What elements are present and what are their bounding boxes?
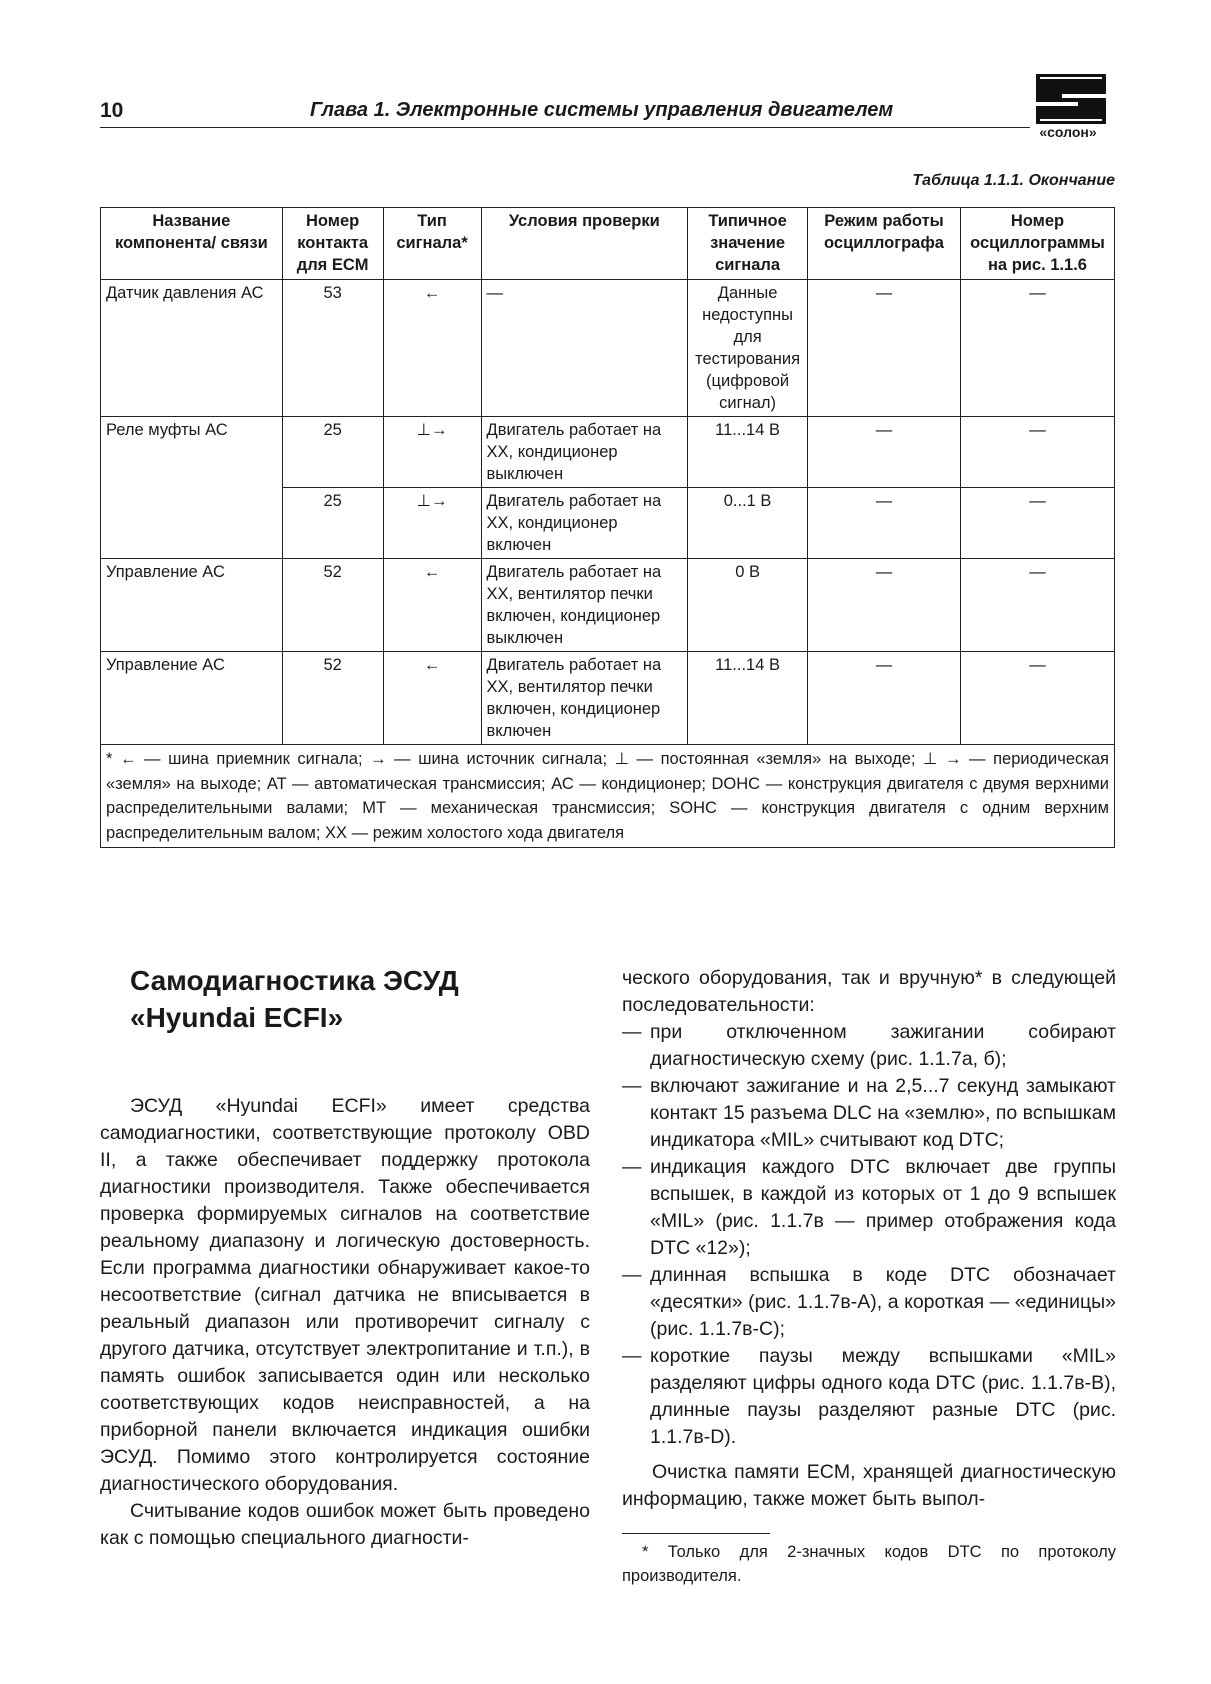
paragraph: Считывание кодов ошибок может быть проведено как с помощью специального диагности-	[100, 1500, 590, 1549]
cell-signal: ⊥→	[383, 417, 481, 488]
column-header: Номер контакта для ECM	[282, 208, 383, 280]
cell-condition: Двигатель работает на XX, кондиционер выключен	[481, 417, 688, 488]
page-header	[100, 95, 1030, 128]
section-title: Самодиагностика ЭСУД «Hyundai ECFI»	[130, 965, 459, 1033]
cell-pin: 25	[282, 488, 383, 559]
cell-figure: —	[960, 488, 1114, 559]
cell-pin: 25	[282, 417, 383, 488]
list-item: — включают зажигание и на 2,5...7 секунд замыкают контакт 15 разъема DLC на «землю», по вспышкам индикатора «MIL» считывают код DTC;	[622, 1073, 1116, 1154]
cell-figure: —	[960, 417, 1114, 488]
cell-component: Реле муфты АС	[101, 417, 283, 559]
list-item: — индикация каждого DTC включает две группы вспышек, в каждой из которых от 1 до 9 вспышек «MIL» (рис. 1.1.7в — пример отображения кода DTC «12»);	[622, 1154, 1116, 1262]
cell-figure: —	[960, 652, 1114, 745]
cell-pin: 53	[282, 280, 383, 417]
cell-signal: ←	[383, 280, 481, 417]
paragraph: ЭСУД «Hyundai ECFI» имеет средства самодиагностики, соответствующие протоколу OBD II, а также обеспечивает поддержку протокола диагностики производителя. Также обеспечивается проверка формируемых сигналов на соответствие реальному диапазону и логическую достоверность. Если программа диагностики обнаруживает какое-то несоответствие (сигнал датчика не вписывается в реальный диапазон или противоречит сигналу с другого датчика, отсутствует электропитание и т.п.), в память ошибок записывается один или несколько соответствующих кодов неисправностей, а на приборной панели включается индикация ошибки ЭСУД. Помимо этого контролируется состояние диагностического оборудования.	[100, 1095, 590, 1495]
cell-signal: ⊥→	[383, 488, 481, 559]
cell-value: Данные недоступны для тестирования (цифровой сигнал)	[688, 280, 808, 417]
cell-component: Управление АС	[101, 559, 283, 652]
table-header-row	[101, 208, 1115, 280]
paragraph: Очистка памяти ECM, хранящей диагностическую информацию, также может быть выпол-	[622, 1461, 1116, 1510]
list-item: — короткие паузы между вспышками «MIL» разделяют цифры одного кода DTC (рис. 1.1.7в-В), длинные паузы разделяют разные DTC (рис. 1.1.7в-D).	[622, 1343, 1116, 1451]
table-row	[101, 417, 1115, 488]
cell-mode: —	[808, 417, 961, 488]
cell-component: Датчик давления АС	[101, 280, 283, 417]
publisher-logo-text: «солон»	[1039, 124, 1097, 140]
cell-signal: ←	[383, 652, 481, 745]
right-column	[622, 965, 1116, 1588]
cell-figure: —	[960, 280, 1114, 417]
cell-pin: 52	[282, 652, 383, 745]
cell-condition: Двигатель работает на XX, вентилятор печки включен, кондиционер включен	[481, 652, 688, 745]
cell-mode: —	[808, 652, 961, 745]
cell-value: 0...1 В	[688, 488, 808, 559]
left-column	[100, 962, 590, 1552]
list-item: — длинная вспышка в коде DTC обозначает «десятки» (рис. 1.1.7в-А), а короткая — «единицы» (рис. 1.1.7в-С);	[622, 1262, 1116, 1343]
cell-signal: ←	[383, 559, 481, 652]
cell-figure: —	[960, 559, 1114, 652]
column-header: Типичное значение сигнала	[688, 208, 808, 280]
table-row	[101, 559, 1115, 652]
table-row	[101, 652, 1115, 745]
list-item: — при отключенном зажигании собирают диагностическую схему (рис. 1.1.7а, б);	[622, 1019, 1116, 1073]
table-caption: Таблица 1.1.1. Окончание	[912, 172, 1115, 189]
cell-condition: Двигатель работает на XX, кондиционер включен	[481, 488, 688, 559]
table-row	[101, 280, 1115, 417]
data-table	[100, 207, 1115, 848]
cell-value: 0 В	[688, 559, 808, 652]
footnote-divider	[622, 1533, 770, 1534]
cell-mode: —	[808, 488, 961, 559]
cell-mode: —	[808, 559, 961, 652]
paragraph: ческого оборудования, так и вручную* в следующей последовательности:	[622, 967, 1116, 1016]
cell-condition: —	[481, 280, 688, 417]
page-number: 10	[100, 99, 124, 122]
column-header: Номер осциллограммы на рис. 1.1.6	[960, 208, 1114, 280]
cell-pin: 52	[282, 559, 383, 652]
footnote: * Только для 2-значных кодов DTC по протоколу производителя.	[622, 1543, 1116, 1585]
cell-mode: —	[808, 280, 961, 417]
cell-value: 11...14 В	[688, 652, 808, 745]
chapter-title: Глава 1. Электронные системы управления двигателем	[310, 99, 894, 121]
steps-list	[622, 1019, 1116, 1451]
column-header: Название компонента/ связи	[101, 208, 283, 280]
column-header: Режим работы осциллографа	[808, 208, 961, 280]
column-header: Условия проверки	[481, 208, 688, 280]
table-footnote-row	[101, 745, 1115, 848]
cell-condition: Двигатель работает на XX, вентилятор печки включен, кондиционер выключен	[481, 559, 688, 652]
table-footnote: * ← — шина приемник сигнала; → — шина источник сигнала; ⊥ — постоянная «земля» на выходе; ⊥ → — периодическая «земля» на выходе; AT — автоматическая трансмиссия; АС — кондиционер; DOHC — конструкция двигателя с двумя верхними распределительными валами; МТ — механическая трансмиссия; SOHC — конструкция двигателя с одним верхним распределительным валом; XX — режим холостого хода двигателя	[101, 745, 1115, 848]
cell-value: 11...14 В	[688, 417, 808, 488]
column-header: Тип сигнала*	[383, 208, 481, 280]
cell-component: Управление АС	[101, 652, 283, 745]
